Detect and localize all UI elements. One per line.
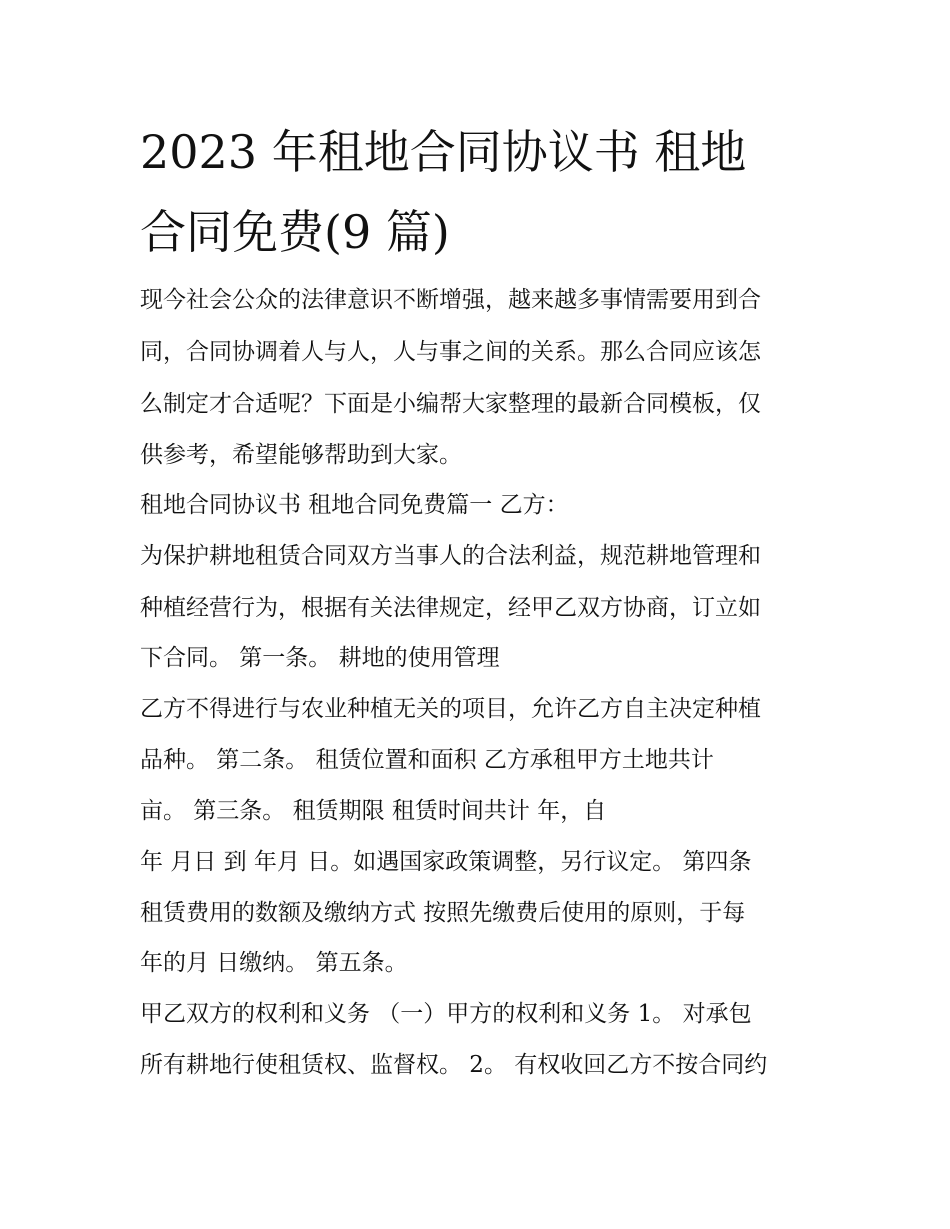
title-line-1: 2023 年租地合同协议书 租地 bbox=[140, 125, 747, 179]
body-line: 所有耕地行使租赁权、监督权。 2。 有权收回乙方不按合同约 bbox=[140, 1052, 768, 1078]
body-line: 种植经营行为，根据有关法律规定，经甲乙双方协商，订立如 bbox=[140, 595, 761, 621]
body-line: 甲乙双方的权利和义务 （一）甲方的权利和义务 1。 对承包 bbox=[140, 1001, 752, 1027]
body-line: 乙方不得进行与农业种植无关的项目，允许乙方自主决定种植 bbox=[140, 696, 761, 722]
body-line: 下合同。 第一条。 耕地的使用管理 bbox=[140, 645, 500, 671]
body-line: 年 月日 到 年月 日。如遇国家政策调整，另行议定。 第四条 bbox=[140, 849, 752, 875]
body-line: 现今社会公众的法律意识不断增强，越来越多事情需要用到合 bbox=[140, 287, 761, 313]
body-line: 供参考，希望能够帮助到大家。 bbox=[140, 442, 462, 468]
body-line: 年的月 日缴纳。 第五条。 bbox=[140, 950, 408, 976]
document-title bbox=[140, 112, 820, 272]
body-line: 亩。 第三条。 租赁期限 租赁时间共计 年，自 bbox=[140, 798, 607, 824]
body-line: 租赁费用的数额及缴纳方式 按照先缴费后使用的原则，于每 bbox=[140, 900, 746, 926]
title-line-2: 合同免费(9 篇) bbox=[140, 205, 450, 259]
body-line: 么制定才合适呢？下面是小编帮大家整理的最新合同模板，仅 bbox=[140, 391, 761, 417]
body-line: 为保护耕地租赁合同双方当事人的合法利益，规范耕地管理和 bbox=[140, 543, 761, 569]
body-line: 品种。 第二条。 租赁位置和面积 乙方承租甲方土地共计 bbox=[140, 747, 714, 773]
body-line: 同，合同协调着人与人，人与事之间的关系。那么合同应该怎 bbox=[140, 339, 761, 365]
section-heading: 租地合同协议书 租地合同免费篇一 乙方： bbox=[140, 492, 569, 518]
